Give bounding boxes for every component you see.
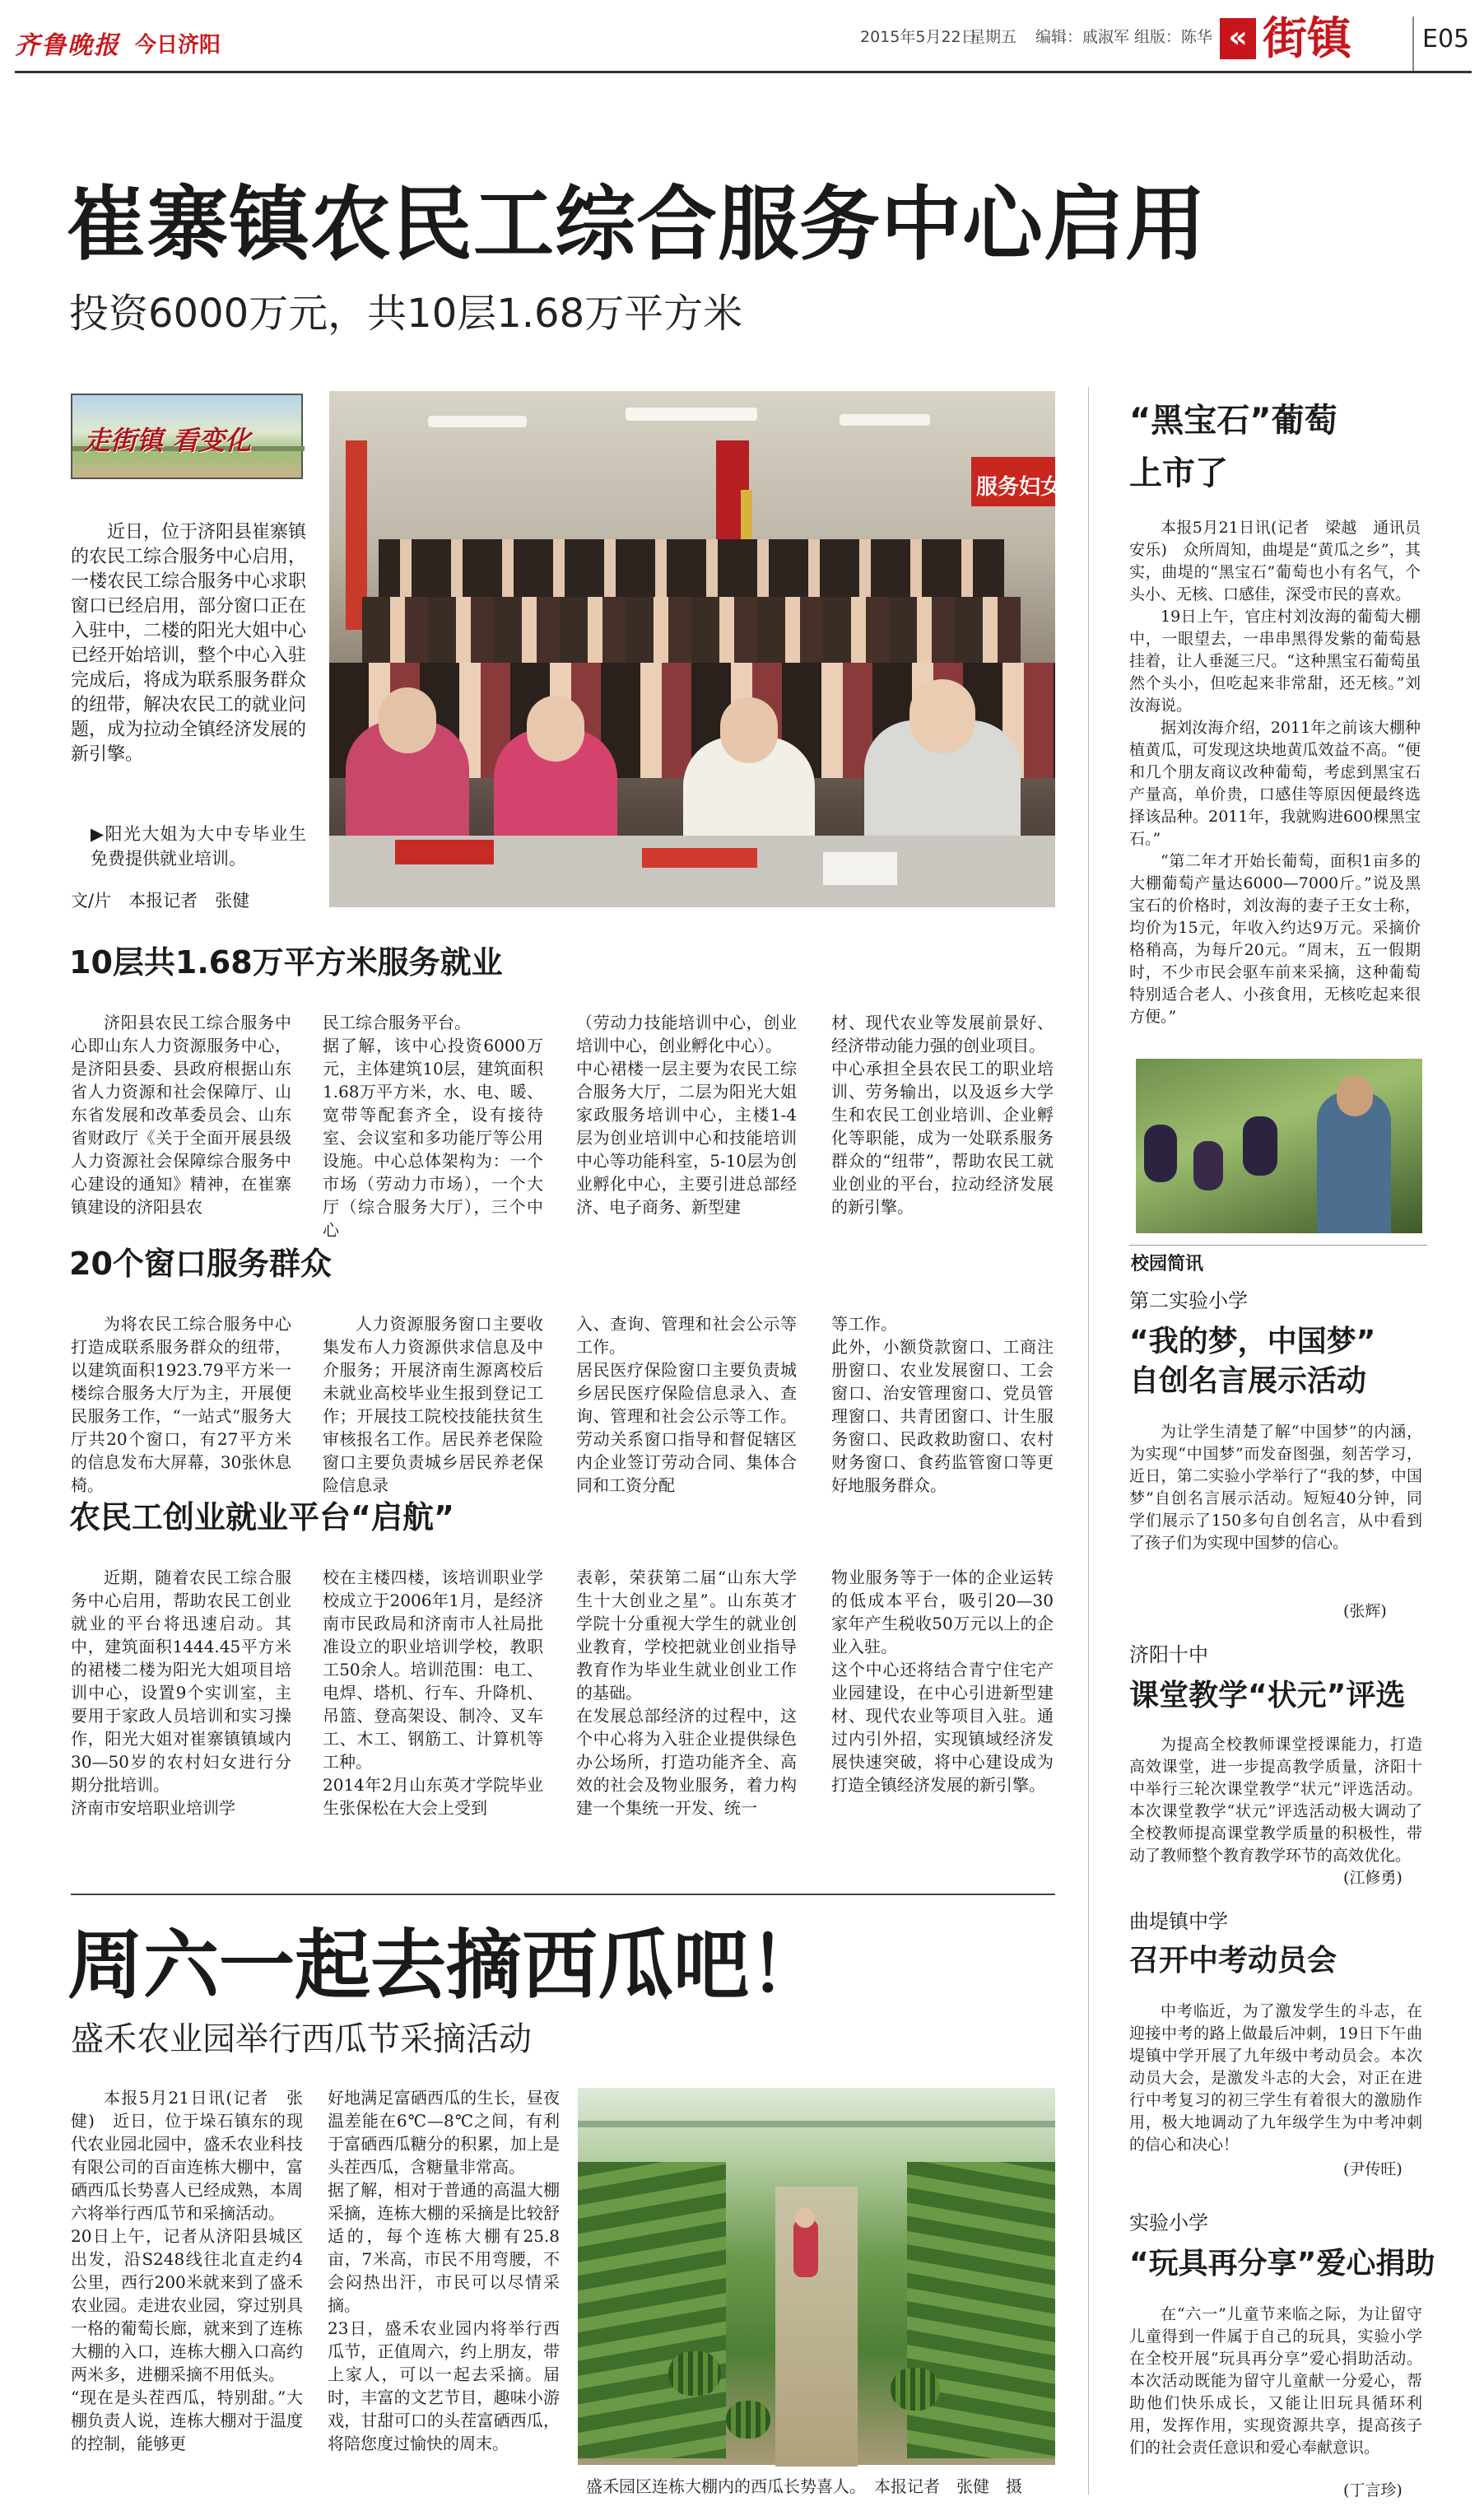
campus-item-2-body: 为提高全校教师课堂授课能力，打造高效课堂，进一步提高教学质量，济阳十中举行三轮次课堂教学“状元”评选活动。本次课堂教学“状元”评选活动极大调动了全校教师提高课堂教学质量的积极性，带动了教师整个教育教学环节的高效优化。 bbox=[1129, 1735, 1422, 1865]
column-logo bbox=[71, 394, 303, 479]
campus-item-2-headline: 课堂教学“状元”评选 bbox=[1129, 1679, 1406, 1712]
story-divider bbox=[71, 1894, 1055, 1895]
section-name: 今日济阳 bbox=[135, 33, 221, 58]
column-logo-text: 走街镇 看变化 bbox=[84, 425, 252, 456]
section2-col-1: 为将农民工综合服务中心打造成联系服务群众的纽带，以建筑面积1923.79平方米一楼综合服务大厅为主，开展便民服务工作，“一站式”服务大厅共20个窗口，有27平方米的信息发布大屏幕，30张休息椅。 bbox=[71, 1314, 291, 1495]
masthead-weekday: 星期五 bbox=[970, 28, 1017, 46]
masthead-rule bbox=[15, 71, 1472, 73]
campus-item-4-school: 实验小学 bbox=[1129, 2211, 1208, 2234]
campus-item-1-headline-1: “我的梦，中国梦” bbox=[1129, 1325, 1376, 1358]
lead-subheadline: 投资6000万元，共10层1.68万平方米 bbox=[69, 291, 743, 337]
column-name: 街镇 bbox=[1263, 12, 1351, 64]
lead-section3-title: 农民工创业就业平台“启航” bbox=[69, 1499, 454, 1535]
campus-item-2-school: 济阳十中 bbox=[1129, 1643, 1208, 1666]
campus-item-3-headline: 召开中考动员会 bbox=[1129, 1944, 1337, 1978]
lead-photo bbox=[329, 391, 1062, 907]
masthead-editor: 编辑：戚淑军 bbox=[1035, 28, 1130, 46]
watermelon-col-2: 好地满足富硒西瓜的生长，昼夜温差能在6℃—8℃之间，有利于富硒西瓜糖分的积累，加上是头茬西瓜，含糖量非常高。 据了解，相对于普通的高温大棚采摘，连栋大棚的采摘是比较舒适的，每个连栋大棚有25.8亩，7米高，市民不用弯腰，不会闷热出汗，市民可以尽情采摘。 23日，盛禾农业园内将举行西瓜节，正值周六，约上朋友，带上家人，可以一起去采摘。届时，丰富的文艺节目，趣味小游戏，甘甜可口的头茬富硒西瓜，将陪您度过愉快的周末。 bbox=[328, 2088, 560, 2453]
section-arrow-icon: « bbox=[1220, 18, 1256, 59]
paper-name-logo: 齐鲁晚报 bbox=[15, 31, 120, 60]
section3-col-1: 近期，随着农民工综合服务中心启用，帮助农民工创业就业的平台将迅速启动。其中，建筑面积1444.45平方米的裙楼二楼为阳光大姐项目培训中心，设置9个实训室，主要用于家政人员培训和实习操作，阳光大姐对崔寨镇镇域内30—50岁的农村妇女进行分期分批培训。 济南市安培职业培训学 bbox=[71, 1568, 291, 1818]
lead-photo-caption: ▶阳光大姐为大中专毕业生免费提供就业培训。 bbox=[91, 824, 306, 869]
campus-item-3-school: 曲堤镇中学 bbox=[1129, 1910, 1228, 1933]
section2-col-4: 等工作。 此外，小额贷款窗口、工商注册窗口、农业发展窗口、工会窗口、治安管理窗口、党员管理窗口、共青团窗口、计生服务窗口、民政救助窗口、农村财务窗口、食药监管窗口等更好地服务群众。 bbox=[831, 1314, 1054, 1495]
grapes-headline-1: “黑宝石”葡萄 bbox=[1129, 402, 1337, 440]
grapes-body: 本报5月21日讯(记者 梁越 通讯员 安乐) 众所周知，曲堤是“黄瓜之乡”，其实，曲堤的“黑宝石”葡萄也小有名气，个头小、无核、口感佳，深受市民的喜欢。 19日上午，官庄村刘汝海的葡萄大棚中，一眼望去，一串串黑得发紫的葡萄悬挂着，让人垂涎三尺。“这种黑宝石葡萄虽然个头小，但吃起来非常甜，还无核。”刘汝海说。 据刘汝海介绍，2011年之前该大棚种植黄瓜，可发现这块地黄瓜效益不高。“便和几个朋友商议改种葡萄，考虑到黑宝石产量高，单价贵，口感佳等原因便最终选择该品种。2011年，我就购进600棵黑宝石。” “第二年才开始长葡萄，面积1亩多的大棚葡萄产量达6000—7000斤。”说及黑宝石的价格时，刘汝海的妻子王女士称，均价为15元，年收入约达9万元。采摘价格稍高，为每斤20元。“周末，五一假期时，不少市民会驱车前来采摘，这种葡萄特别适合老人、小孩食用，无核吃起来很方便。” bbox=[1129, 519, 1437, 1026]
watermelon-subheadline: 盛禾农业园举行西瓜节采摘活动 bbox=[71, 2020, 532, 2058]
masthead-layout: 组版：陈华 bbox=[1134, 28, 1213, 46]
lead-intro: 近日，位于济阳县崔寨镇的农民工综合服务中心启用，一楼农民工综合服务中心求职窗口已经启用，部分窗口正在入驻中，二楼的阳光大姐中心已经开始培训，整个中心入驻完成后，将成为联系服务群众的纽带，解决农民工的就业问题，成为拉动全镇经济发展的新引擎。 bbox=[71, 522, 307, 765]
watermelon-col-1: 本报5月21日讯(记者 张健) 近日，位于垛石镇东的现代农业园北园中，盛禾农业科技有限公司的百亩连栋大棚中，富硒西瓜长势喜人已经成熟，本周六将举行西瓜节和采摘活动。 20日上午，记者从济阳县城区出发，沿S248线往北直走约4公里，西行200米就来到了盛禾农业园。走进农业园，穿过别具一格的葡萄长廊，就来到了连栋大棚的入口，连栋大棚入口高约两米多，进棚采摘不用低头。 “现在是头茬西瓜，特别甜。”大棚负责人说，连栋大棚对于温度的控制，能够更 bbox=[71, 2088, 303, 2453]
page-number: E05 bbox=[1422, 25, 1470, 54]
campus-item-4-body: 在“六一”儿童节来临之际，为让留守儿童得到一件属于自己的玩具，实验小学在全校开展“玩具再分享”爱心捐助活动。本次活动既能为留守儿童献一分爱心，帮助他们快乐成长，又能让旧玩具循环利用，发挥作用，实现资源共享，提高孩子们的社会责任意识和爱心奉献意识。 bbox=[1129, 2305, 1422, 2457]
photo-banner-text: 服务妇女 bbox=[975, 475, 1062, 500]
lead-byline: 文/片 本报记者 张健 bbox=[71, 891, 250, 911]
section1-col-2: 民工综合服务平台。 据了解，该中心投资6000万元，主体建筑10层，建筑面积1.68万平方米，水、电、暖、宽带等配套齐全，设有接待室、会议室和多功能厅等公用设施。中心总体架构为：一个市场（劳动力市场），一个大厅（综合服务大厅），三个中心 bbox=[323, 1013, 543, 1240]
section3-col-2: 校在主楼四楼，该培训职业学校成立于2006年1月，是经济南市民政局和济南市人社局批准设立的职业培训学校，教职工50余人。培训范围：电工、电焊、塔机、行车、升降机、吊篮、登高架设、制冷、叉车工、木工、钢筋工、计算机等工种。 2014年2月山东英才学院毕业生张保松在大会上受到 bbox=[323, 1568, 543, 1818]
section2-col-3: 入、查询、管理和社会公示等工作。 居民医疗保险窗口主要负责城乡居民医疗保险信息录入、查询、管理和社会公示等工作。劳动关系窗口指导和督促辖区内企业签订劳动合同、集体合同和工资分配 bbox=[576, 1314, 797, 1495]
section2-col-2: 人力资源服务窗口主要收集发布人力资源供求信息及中介服务；开展济南生源离校后未就业高校毕业生报到登记工作；开展技工院校技能扶贫生审核报名工作。居民养老保险窗口主要负责城乡居民养老保险信息录 bbox=[323, 1314, 543, 1495]
section1-col-1: 济阳县农民工综合服务中心即山东人力资源服务中心，是济阳县委、县政府根据山东省人力资源和社会保障厅、山东省发展和改革委员会、山东省财政厅《关于全面开展县级人力资源社会保障综合服务中心建设的通知》精神，在崔寨镇建设的济阳县农 bbox=[71, 1013, 291, 1217]
watermelon-headline: 周六一起去摘西瓜吧！ bbox=[67, 1922, 826, 2010]
campus-item-4-headline: “玩具再分享”爱心捐助 bbox=[1129, 2247, 1435, 2280]
campus-item-2-author: (江修勇) bbox=[1343, 1869, 1403, 1887]
section3-col-3: 表彰，荣获第二届“山东大学生十大创业之星”。山东英才学院十分重视大学生的就业创业教育，学校把就业创业指导教育作为毕业生就业创业工作的基础。 在发展总部经济的过程中，这个中心将为入驻企业提供绿色办公场所，打造功能齐全、高效的社会及物业服务，着力构建一个集统一开发、统一 bbox=[576, 1568, 797, 1818]
grapes-photo bbox=[1136, 1059, 1422, 1233]
lead-section1-title: 10层共1.68万平方米服务就业 bbox=[69, 944, 503, 981]
campus-item-3-body: 中考临近，为了激发学生的斗志，在迎接中考的路上做最后冲刺，19日下午曲堤镇中学开展了九年级中考动员会。本次动员大会，是激发斗志的大会，对正在进行中考复习的初三学生有着很大的激励作用，极大地调动了九年级学生为中考冲刺的信心和决心！ bbox=[1129, 2002, 1422, 2154]
section3-col-4: 物业服务等于一体的企业运转的低成本平台，吸引20—30家年产生税收50万元以上的企业入驻。 这个中心还将结合青宁住宅产业园建设，在中心引进新型建材、现代农业等项目入驻。通过内引外招，实现镇域经济发展快速突破，将中心建设成为打造全镇经济发展的新引擎。 bbox=[831, 1568, 1054, 1795]
campus-divider bbox=[1129, 1245, 1427, 1246]
lead-section2-title: 20个窗口服务群众 bbox=[69, 1246, 332, 1282]
grapes-headline-2: 上市了 bbox=[1129, 454, 1228, 492]
campus-item-1-headline-2: 自创名言展示活动 bbox=[1129, 1364, 1367, 1398]
right-column-divider bbox=[1088, 387, 1089, 2495]
campus-item-3-author: (尹传旺) bbox=[1343, 2160, 1403, 2178]
masthead-divider bbox=[1412, 16, 1414, 71]
section1-col-3: （劳动力技能培训中心，创业培训中心，创业孵化中心）。 中心裙楼一层主要为农民工综合服务大厅，二层为阳光大姐家政服务培训中心，主楼1-4层为创业培训中心和技能培训中心等功能科室，5-10层为创业孵化中心，主要引进总部经济、电子商务、新型建 bbox=[576, 1013, 797, 1217]
campus-item-1-author: (张辉) bbox=[1343, 1602, 1387, 1620]
section1-col-4: 材、现代农业等发展前景好、经济带动能力强的创业项目。 中心承担全县农民工的职业培训、劳务输出，以及返乡大学生和农民工创业培训、企业孵化等职能，成为一处联系服务群众的“纽带”，帮助农民工就业创业的平台，拉动经济发展的新引擎。 bbox=[831, 1013, 1054, 1217]
campus-item-1-body: 为让学生清楚了解“中国梦”的内涵，为实现“中国梦”而发奋图强，刻苦学习，近日，第二实验小学举行了“我的梦，中国梦”自创名言展示活动。短短40分钟，同学们展示了150多句自创名言，从中看到了孩子们为实现中国梦的信心。 bbox=[1129, 1423, 1422, 1552]
watermelon-photo bbox=[578, 2088, 1055, 2465]
campus-item-1-school: 第二实验小学 bbox=[1129, 1289, 1248, 1312]
lead-headline: 崔寨镇农民工综合服务中心启用 bbox=[66, 178, 1207, 272]
watermelon-photo-caption: 盛禾园区连栋大棚内的西瓜长势喜人。 本报记者 张健 摄 bbox=[586, 2476, 1022, 2496]
campus-title: 校园简讯 bbox=[1131, 1254, 1204, 1274]
campus-item-4-author: (丁言珍) bbox=[1343, 2481, 1403, 2499]
masthead-date: 2015年5月22日 bbox=[860, 28, 977, 46]
